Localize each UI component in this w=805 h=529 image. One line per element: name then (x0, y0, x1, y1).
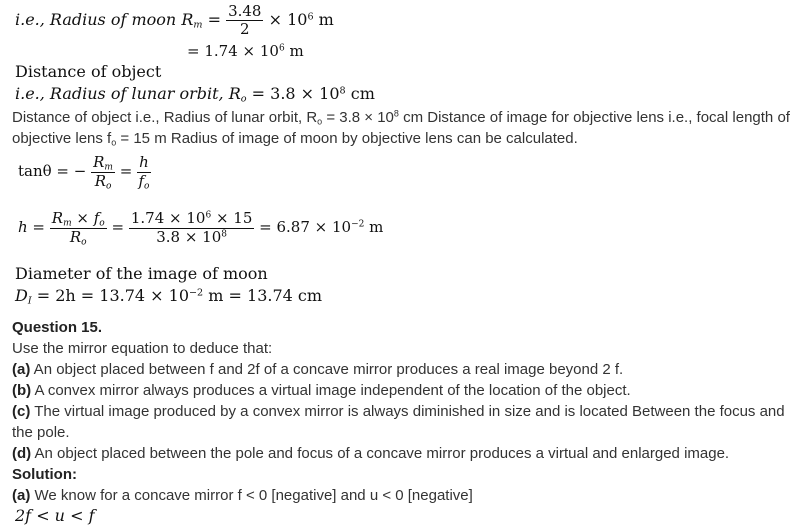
question-item-c: (c) The virtual image produced by a convex mirror is always diminished in size and is located Between the focus and the pole. (12, 403, 785, 441)
image-radius-equation: h = $\frac{R_m \times f_o}{R_o}$ = $\frac{1.74 \times 10^6 \times 15}{3.8 \times 10^8}$ = $6.87 \times 10^{-2}$ m (18, 209, 384, 247)
radius-moon-numerator: 3.48 (228, 1, 262, 20)
radius-moon-equation: i.e., Radius of moon $R_m$ = $\frac{3.48}{2}$ × $10^6$ m (15, 1, 334, 38)
distance-object-heading: Distance of object (15, 62, 162, 81)
radius-moon-power: × $10^6$ (268, 10, 314, 29)
solution-title: Solution: (12, 466, 77, 483)
solution-a: (a) We know for a concave mirror f < 0 [negative] and u < 0 [negative] (12, 487, 473, 504)
question-item-b: (b) A convex mirror always produces a virtual image independent of the location of the object. (12, 382, 631, 399)
tan-theta-equation: tanθ = − $\frac{R_m}{R_o}$ = $\frac{h}{f_o}$ (18, 153, 150, 191)
question-item-d: (d) An object placed between the pole and focus of a concave mirror produces a virtual and enlarged image. (12, 445, 730, 462)
objective-lens-paragraph: Distance of object i.e., Radius of lunar orbit, $R_o = 3.8 \times 10^8$ cm Distance of image for objective lens i.e., focal length of objective lens $f_o = 15$ m Radius of image of moon by objective lens can be calculated. (12, 108, 790, 148)
radius-moon-label: i.e., Radius of moon (15, 10, 177, 29)
solution-inequality: 2f < u < f (15, 506, 95, 525)
distance-object-equation: i.e., Radius of lunar orbit, $R_o = 3.8 \times 10^8$ cm (15, 84, 375, 105)
radius-moon-unit: m (318, 10, 334, 29)
question-intro: Use the mirror equation to deduce that: (12, 340, 273, 357)
radius-moon-denominator: 2 (240, 20, 250, 38)
diameter-heading: Diameter of the image of moon (15, 264, 268, 283)
radius-moon-fraction (226, 3, 263, 39)
diameter-equation: $D_I = 2h = 13.74 \times 10^{-2}$ m = 13.74 cm (15, 286, 323, 307)
question-item-a: (a) An object placed between f and 2f of a concave mirror produces a real image beyond 2 f. (12, 361, 624, 378)
question-title: Question 15. (12, 319, 103, 336)
radius-moon-symbol: $R_m$ (181, 10, 203, 31)
radius-moon-result: = $1.74 \times 10^6$ m (187, 42, 304, 60)
